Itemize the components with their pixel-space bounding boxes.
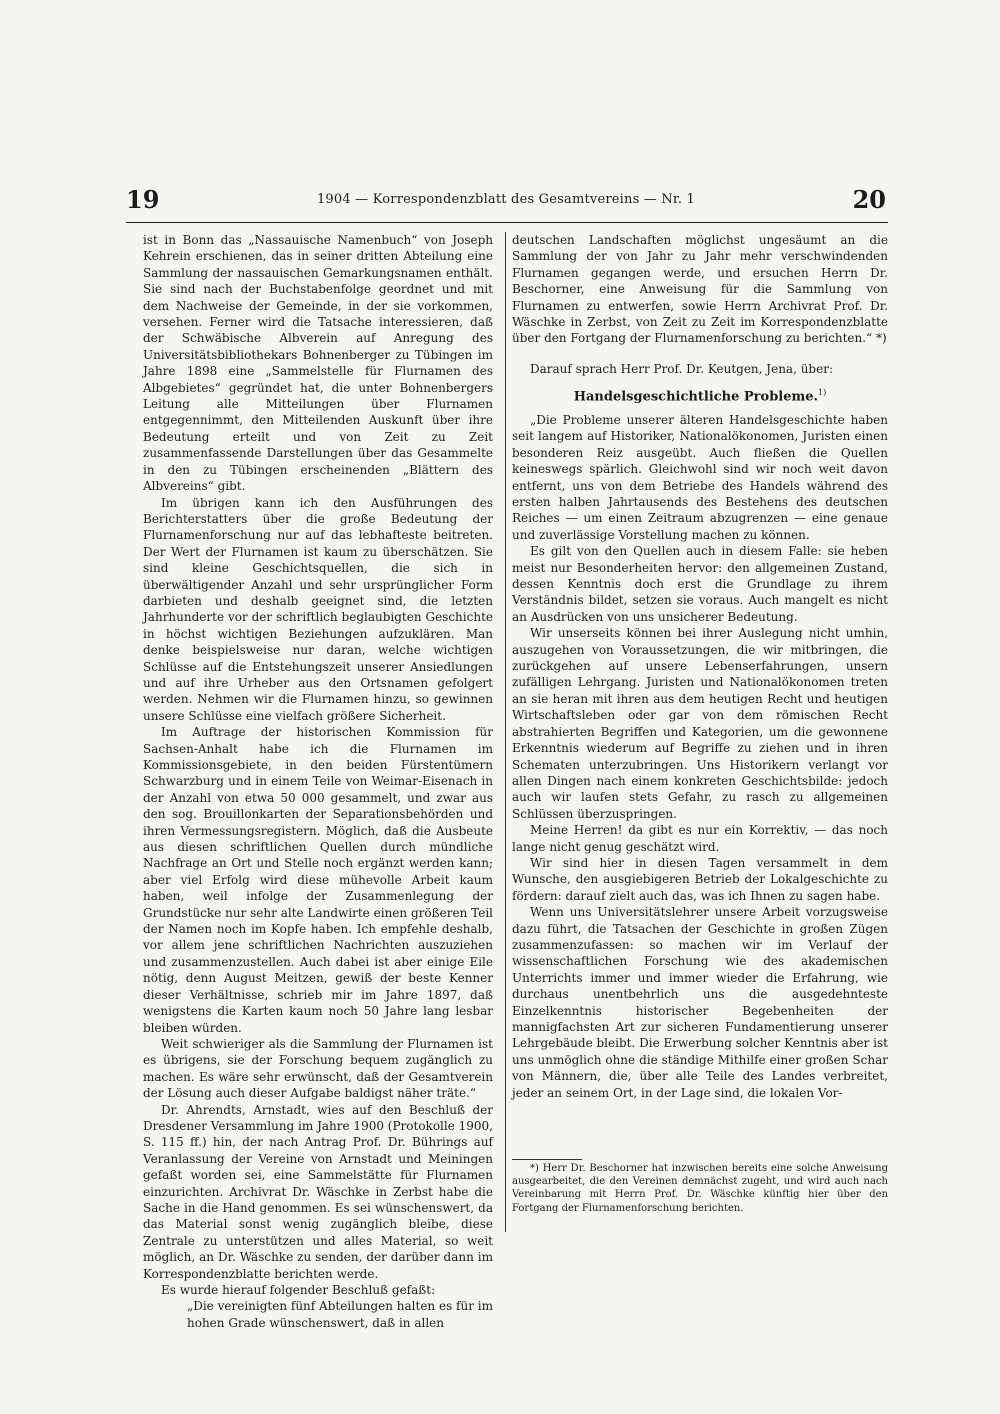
footnote-rule <box>512 1159 582 1160</box>
section-heading-note: 1) <box>818 388 827 398</box>
section-heading <box>512 385 888 406</box>
paragraph: Wir sind hier in diesen Tagen versammelt in dem Wunsche, den ausgiebigeren Betrieb der Lokalgeschichte zu fördern: darauf zielt auch das, was ich Ihnen zu sagen habe. <box>512 855 888 903</box>
paragraph: Es wurde hierauf folgender Beschluß gefaßt: <box>161 1283 436 1297</box>
left-column <box>143 232 493 1331</box>
paragraph: Meine Herren! da gibt es nur ein Korrektiv, — das noch lange nicht genug geschätzt wird. <box>512 823 888 854</box>
header-rule <box>126 222 888 223</box>
section-heading-text: Handelsgeschichtliche Probleme. <box>573 389 819 405</box>
running-title: 1904 — Korrespondenzblatt des Gesamtvereins — Nr. 1 <box>316 192 696 207</box>
paragraph: Es gilt von den Quellen auch in diesem Falle: sie heben meist nur Besonderheiten hervor: den allgemeinen Zustand, dessen Kenntnis doch erst die Grundlage zu ihrem Verständnis bildet, setzen sie voraus. Auch mangelt es nicht an Ausdrücken von uns unsicherer Bedeutung. <box>512 544 888 624</box>
paragraph: „Die Probleme unserer älteren Handelsgeschichte haben seit langem auf Historiker, Nationalökonomen, Juristen einen besonderen Reiz ausgeübt. Auch fließen die Quellen keineswegs spärlich. Gleichwohl sind wir noch weit davon entfernt, uns von dem Betriebe des Handels während des ersten halben Jahrtausends des Bestehens des deutschen Reiches — um einen Zeitraum abzugrenzen — eine genaue und zuverlässige Vorstellung machen zu können. <box>512 412 888 542</box>
column-divider <box>505 232 506 1232</box>
footnote-text: *) Herr Dr. Beschorner hat inzwischen bereits eine solche Anweisung ausgearbeitet, die den Vereinen demnächst zugeht, und wird auch nach Vereinbarung mit Herrn Prof. Dr. Wäschke künftig hier über den Fortgang der Flurnamenforschung berichten. <box>512 1163 888 1214</box>
paragraph: Wir unserseits können bei ihrer Auslegung nicht umhin, auszugehen von Voraussetzungen, die wir mitbringen, die zurückgehen auf unsere Lebenserfahrungen, unsern zufälligen Lehrgang. Juristen und Nationalökonomen treten an sie heran mit ihren aus dem heutigen Recht und heutigen Wirtschaftsleben oder gar von dem römischen Recht abstrahierten Begriffen und Kategorien, um die gewonnene Erkenntnis wiederum auf Begriffe zu ziehen und in ihren Schematen unterzubringen. Uns Historikern verlangt vor allen Dingen nach einem konkreten Geschichtsbilde: jedoch auch wir laufen stets Gefahr, zu rasch zu allgemeinen Schlüssen überzuspringen. <box>512 626 888 821</box>
paragraph: Weit schwieriger als die Sammlung der Flurnamen ist es übrigens, sie der Forschung bequem zugänglich zu machen. Es wäre sehr erwünscht, daß der Gesamtverein der Lösung auch dieser Aufgabe baldigst näher träte.“ <box>143 1036 493 1101</box>
running-header <box>126 186 886 218</box>
resolution-quote: „Die vereinigten fünf Abteilungen halten es für im hohen Grade wünschenswert, daß in allen <box>187 1299 493 1330</box>
paragraph: Darauf sprach Herr Prof. Dr. Keutgen, Jena, über: <box>530 361 833 376</box>
paragraph: Im Auftrage der historischen Kommission für Sachsen-Anhalt habe ich die Flurnamen im Kommissionsgebiete, in den beiden Fürstentümern Schwarzburg und in einem Teile von Weimar-Eisenach in der Anzahl von etwa 50 000 gesammelt, und zwar aus den sog. Brouillonkarten der Separationsbehörden und ihren Vermessungsregistern. Möglich, daß die Ausbeute aus diesen schriftlichen Quellen durch mündliche Nachfrage an Ort und Stelle noch ergänzt werden kann; aber viel Erfolg wird diese mühevolle Arbeit kaum haben, weil infolge der Zusammenlegung der Grundstücke nur sehr alte Landwirte einen größeren Teil der Namen noch im Kopfe haben. Ich empfehle deshalb, vor allem jene schriftlichen Nachrichten auszuziehen und zusammenzustellen. Auch dabei ist aber einige Eile nötig, denn August Meitzen, gewiß der beste Kenner dieser Verhältnisse, schrieb mir im Jahre 1897, daß wenigstens die Karten kaum noch 50 Jahre lang lesbar bleiben würden. <box>143 725 493 1035</box>
paragraph: Dr. Ahrendts, Arnstadt, wies auf den Beschluß der Dresdener Versammlung im Jahre 1900 (Protokolle 1900, S. 115 ff.) hin, der nach Antrag Prof. Dr. Bührings auf Veranlassung der Vereine von Arnstadt und Meiningen gefaßt worden sei, eine Sammelstätte für Flurnamen einzurichten. Archivrat Dr. Wäschke in Zerbst habe die Sache in die Hand genommen. Es sei wünschenswert, da das Material sonst wenig zugänglich bleibe, diese Zentrale zu unterstützen und alles Material, so weit möglich, an Dr. Wäschke zu senden, der darüber dann im Korrespondenzblatte berichten werde. <box>143 1102 493 1281</box>
paragraph: ist in Bonn das „Nassauische Namenbuch“ von Joseph Kehrein erschienen, das in seiner dritten Abteilung eine Sammlung der nassauischen Gemarkungsnamen enthält. Sie sind nach der Buchstabenfolge geordnet und mit dem Nachweise der Gemeinde, in der sie vorkommen, versehen. Ferner wird die Tatsache interessieren, daß der Schwäbische Albverein auf Anregung des Universitätsbibliothekars Bohnenberger zu Tübingen im Jahre 1898 eine „Sammelstelle für Flurnamen des Albgebietes“ gegründet hat, die unter Bohnenbergers Leitung alle Mitteilungen über Flurnamen entgegennimmt, den Mitteilenden Auskunft über ihre Bedeutung erteilt und von Zeit zu Zeit zusammenfassende Darstellungen über das Gesammelte in den zu Tübingen erscheinenden „Blättern des Albvereins“ gibt. <box>143 233 493 494</box>
page-number-left: 19 <box>126 185 160 214</box>
page-number-right: 20 <box>852 185 886 214</box>
paragraph: Wenn uns Universitätslehrer unsere Arbeit vorzugsweise dazu führt, die Tatsachen der Geschichte in großen Zügen zusammenzufassen: so machen wir im Verlauf der wissenschaftlichen Forschung wie des akademischen Unterrichts immer und immer wieder die Erfahrung, wie durchaus unentbehrlich uns die ausgedehnteste Einzelkenntnis historischer Begebenheiten der mannigfachsten Art zur sicheren Fundamentierung unserer Lehrgebäude bleibt. Die Erwerbung solcher Kenntnis aber ist uns unmöglich ohne die ständige Mithilfe einer großen Schar von Männern, die, über alle Teile des Landes verbreitet, jeder an seinem Ort, in der Lage sind, die lokalen Vor- <box>512 905 888 1100</box>
paragraph: deutschen Landschaften möglichst ungesäumt an die Sammlung der von Jahr zu Jahr mehr verschwindenden Flurnamen gegangen werde, und ersuchen Herrn Dr. Beschorner, eine Anweisung für die Sammlung von Flurnamen zu entwerfen, sowie Herrn Archivrat Prof. Dr. Wäschke in Zerbst, von Zeit zu Zeit im Korrespondenzblatte über den Fortgang der Flurnamenforschung zu berichten.“ *) <box>512 233 888 346</box>
footnote <box>512 1162 888 1215</box>
paragraph: Im übrigen kann ich den Ausführungen des Berichterstatters über die große Bedeutung der Flurnamenforschung nur auf das lebhafteste beitreten. Der Wert der Flurnamen ist kaum zu überschätzen. Sie sind kleine Geschichtsquellen, die sich in überwältigender Anzahl und sehr ursprünglicher Form darbieten und deshalb geeignet sind, die letzten Jahrhunderte vor der schriftlich beglaubigten Geschichte in höchst wichtigen Beziehungen aufzuklären. Man denke beispielsweise nur daran, welche wichtigen Schlüsse auf die Entstehungszeit unserer Ansiedlungen und auf ihre Urheber aus den Ortsnamen gefolgert werden. Nehmen wir die Flurnamen hinzu, so gewinnen unsere Schlüsse eine vielfach größere Sicherheit. <box>143 495 493 723</box>
right-column <box>512 232 888 1101</box>
